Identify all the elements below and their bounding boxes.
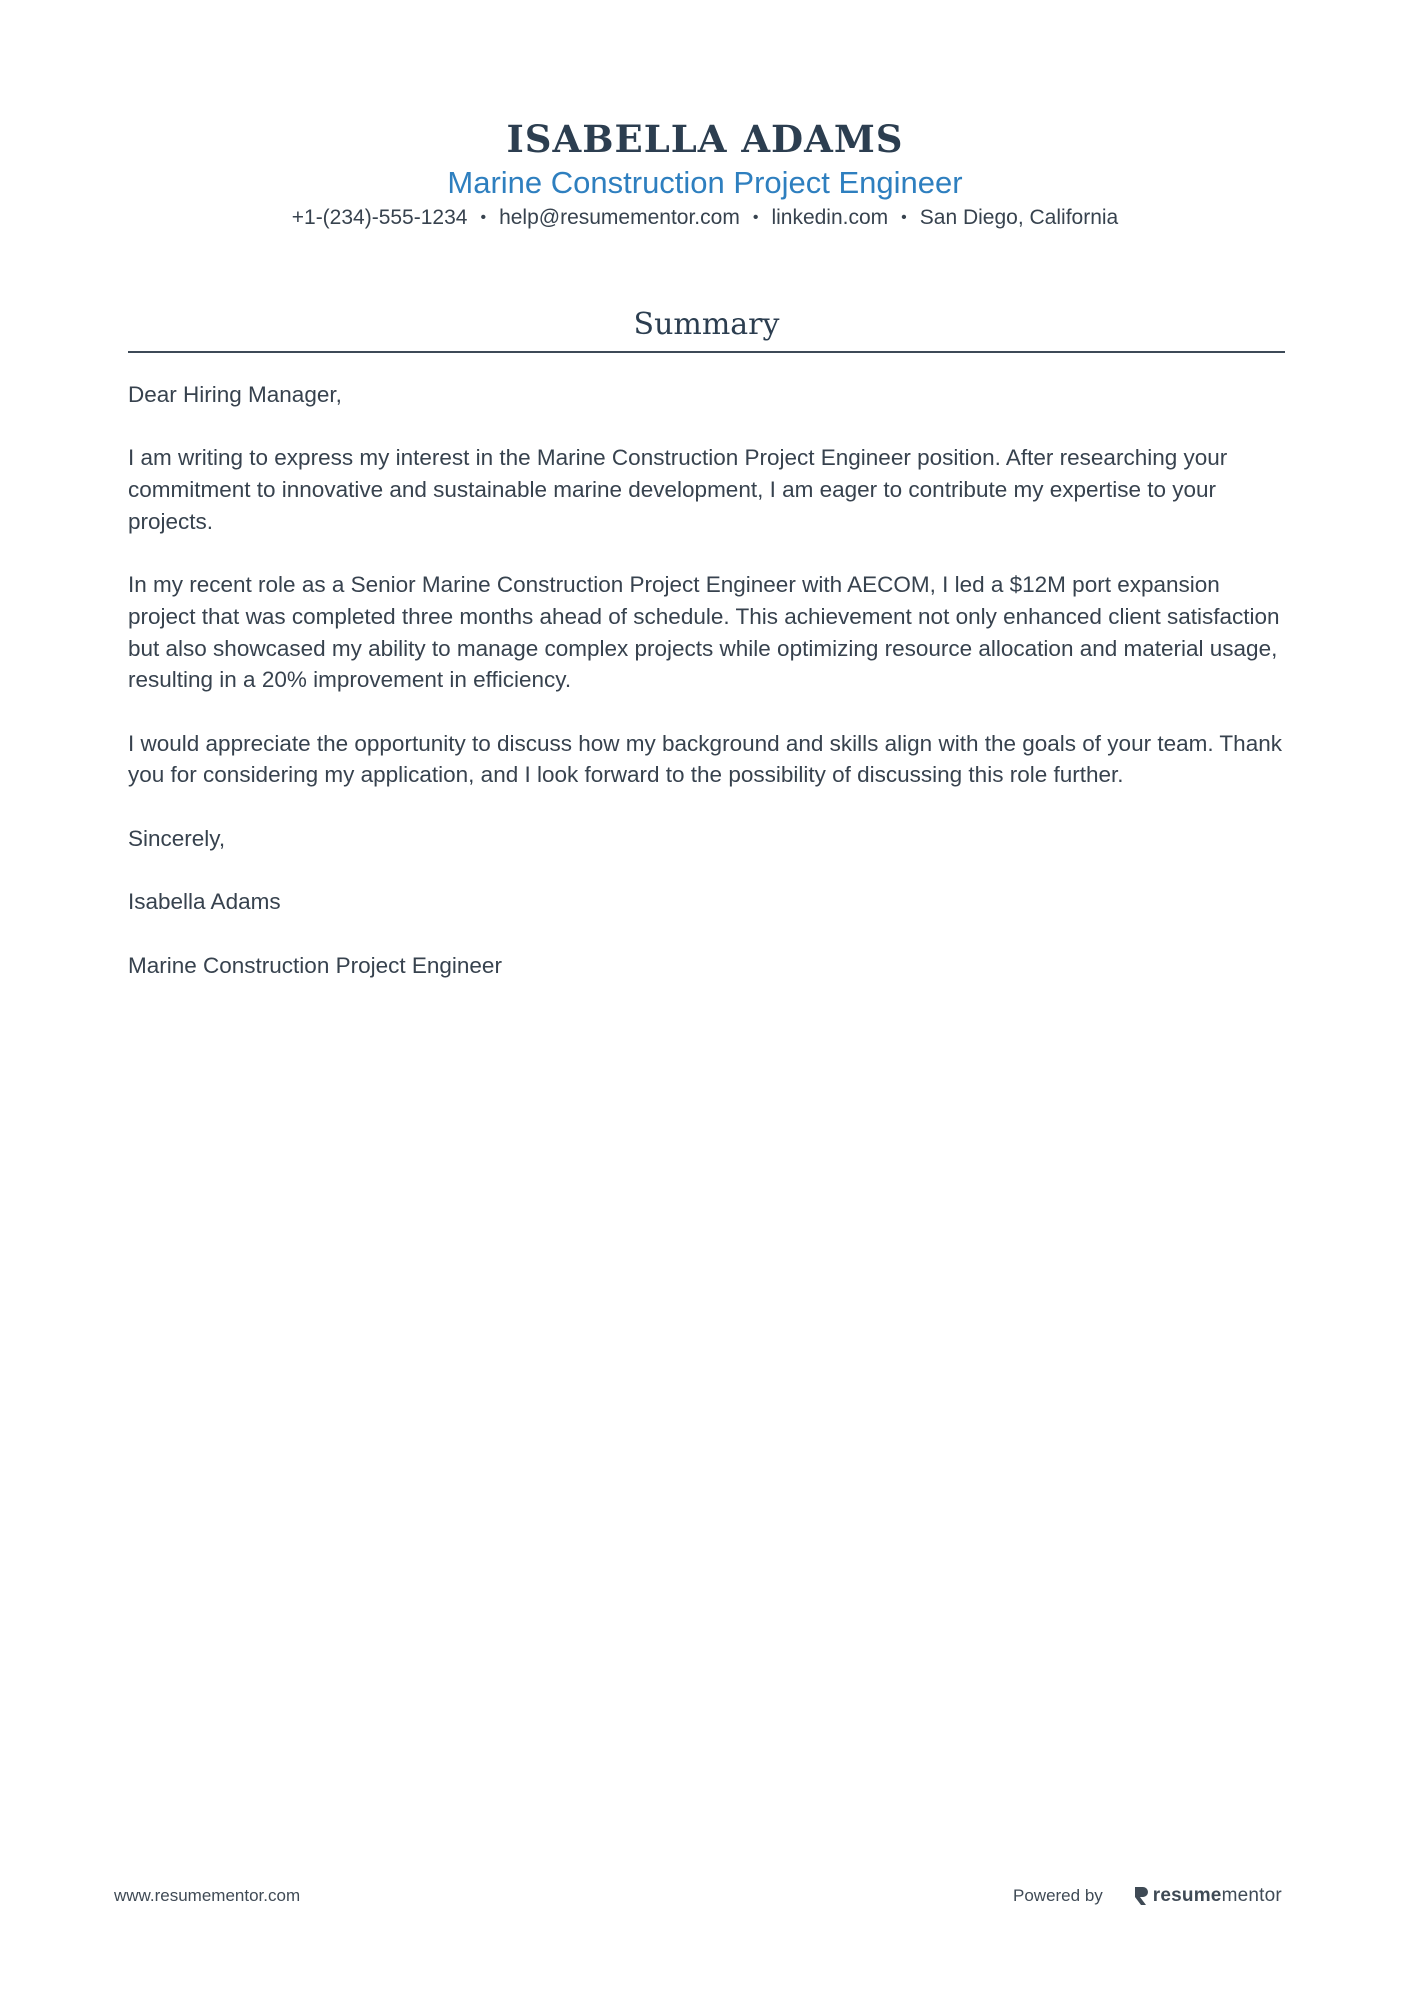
powered-by-label: Powered by [1013, 1886, 1103, 1905]
brand-logo [1133, 1885, 1282, 1907]
letter-paragraph: In my recent role as a Senior Marine Construction Project Engineer with AECOM, I led a $12M port expansion project that was completed three months ahead of schedule. This achievement not only enhanced client satisfaction but also showcased my ability to manage complex projects while optimizing resource allocation and material usage, resulting in a 20% improvement in efficiency. [128, 572, 1280, 693]
letter-paragraph: I would appreciate the opportunity to discuss how my background and skills align with the goals of your team. Thank you for considering my application, and I look forward to the possibility of discussing this role further. [128, 730, 1282, 788]
footer-branding [1013, 1881, 1282, 1911]
letter-body [128, 379, 1290, 1013]
section-title: Summary [633, 307, 780, 342]
header [0, 116, 1410, 232]
section-divider [128, 351, 1285, 353]
contact-phone: +1-(234)-555-1234 [291, 206, 468, 229]
footer-website: www.resumementor.com [114, 1886, 301, 1905]
brand-name-light: mentor [1221, 1885, 1282, 1906]
brand-name [1153, 1885, 1282, 1907]
candidate-name: ISABELLA ADAMS [506, 117, 904, 161]
contact-linkedin: linkedin.com [771, 206, 889, 229]
job-title: Marine Construction Project Engineer [447, 165, 963, 200]
contact-separator: • [480, 209, 487, 226]
contact-separator: • [752, 209, 759, 226]
letter-closing: Sincerely, [128, 825, 226, 851]
brand-name-bold: resume [1152, 1885, 1222, 1906]
letter-paragraph: I am writing to express my interest in the Marine Construction Project Engineer position. After researching your commitment to innovative and sustainable marine development, I am eager to contribute my expertise to your projects. [128, 445, 1228, 534]
signature-name: Isabella Adams [128, 889, 281, 915]
contact-location: San Diego, California [919, 206, 1119, 229]
resumementor-logo-icon [1133, 1885, 1149, 1907]
contact-line [0, 204, 1410, 232]
signature-title: Marine Construction Project Engineer [128, 952, 502, 978]
letter-greeting: Dear Hiring Manager, [128, 382, 342, 407]
contact-separator: • [901, 209, 907, 226]
contact-email: help@resumementor.com [499, 206, 740, 229]
